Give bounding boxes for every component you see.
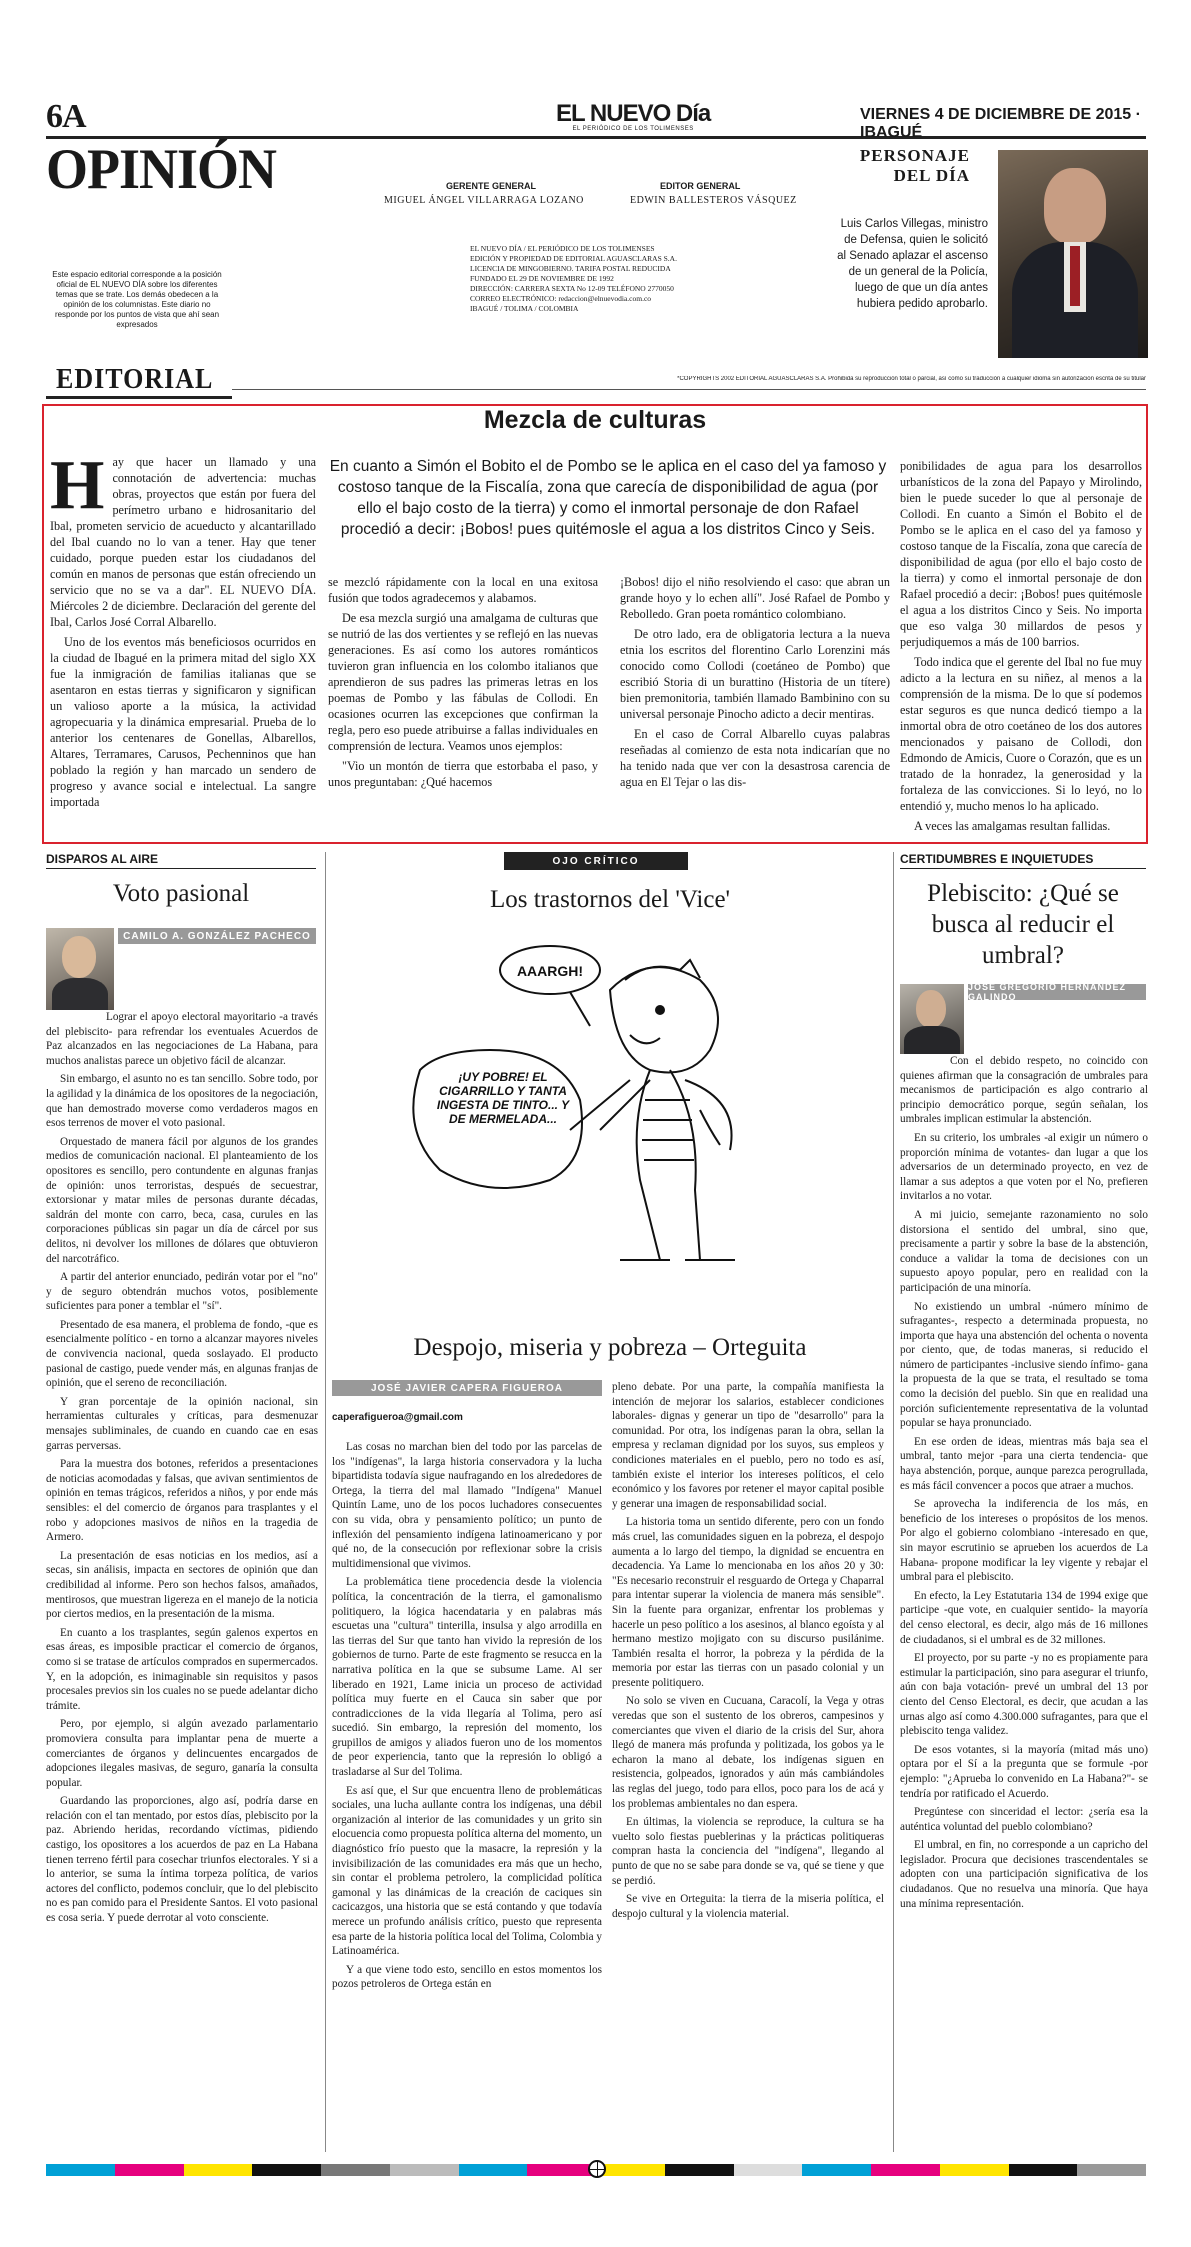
- center-section-label: OJO CRÍTICO: [504, 852, 688, 870]
- right-article-title: Plebiscito: ¿Qué se busca al reducir el umbral?: [927, 880, 1119, 969]
- editorial-col-3: ¡Bobos! dijo el niño resolviendo el caso: que abran un grande hoyo y lo echen allí". José Rafael de Pombo y Rebolledo. Gran poeta romántico colombiano. De otro lado, era de obligatoria lectura a la nueva etnia los escritos del florentino Carlo Lorenzini más conocido como Collodi (coetáneo de Pombo) que escribió Storia di un burattino (Historia de un títere) bien premonitoria, también llamado Bambinino con su universal personaje Pinocho adicto a decir mentiras. En el caso de Corral Albarello cuyas palabras reseñadas al comienzo de esta nota indicarían que no ha tenido nada que ver con la desastrosa carencia de agua en El Tejar o las dis-: [620, 575, 890, 789]
- registration-mark-icon: [588, 2160, 606, 2178]
- copyright-note: *COPYRIGHTS 2002 EDITORIAL AGUASCLARAS S.A. Prohibida su reproducción total o parcial, así como su traducción a cualquier idioma sin autorización escrita de su titular: [677, 376, 1146, 382]
- editorial-title: Mezcla de culturas: [483, 406, 707, 434]
- right-author-strip: JOSÉ GREGORIO HERNÁNDEZ GALINDO: [968, 984, 1146, 1000]
- editor-label: EDITOR GENERAL: [660, 181, 741, 191]
- left-article-body: Lograr el apoyo electoral mayoritario -a través del plebiscito- para refrendar los eventuales Acuerdos de Paz alcanzados en las negociaciones de La Habana, para muchos analistas parece un objetivo fácil de alcanzar. Sin embargo, el asunto no es tan sencillo. Sobre todo, por la agilidad y la dinámica de los opositores de la negociación, que han demostrado moverse como verdaderos magos en esos terrenos de mover el voto pasional. Orquestado de manera fácil por algunos de los grandes medios de comunicación nacional. El planteamiento de los opositores es sencillo, pero contundente en algunas franjas de opinión: unos terroristas, después de secuestrar, extorsionar y matar miles de personas durante décadas, saldrán del monte con carro, beca, casa, curules en las corporaciones públicas sin pagar un día de cárcel por sus delitos, ni devolver los millones de dólares que obtuvieron del narcotráfico. A partir del anterior enunciado, pedirán votar por el "no" y de seguro obtendrán muchos votos, posiblemente suficientes para poner a temblar el "sí". Presentado de esa manera, el problema de fondo, -que es esencialmente político - en torno a alcanzar mayores niveles de convivencia nacional, queda soslayado. El producto pasional de castigo, puede vender más, en algunas franjas de opinión, que el sereno de reconciliación. Y gran porcentaje de la opinión nacional, sin herramientas culturales y críticas, para desmenuzar mensajes subliminales, de cuando en cuando cae en esas garras perversas. Para la muestra dos botones, referidos a presentaciones de noticias acomodadas y falsas, que avivan sentimientos de opinión en temas trágicos, referidos a niños, y por ende más sensibles: el del comercio de órganos para trasplantes y el robo y adopciones masivos de niños en la tragedia de Armero. La presentación de esas noticias en los medios, así a secas, sin análisis, impacta en sectores de opinión que dan credibilidad al informe. Pero son hechos falsos, amañados, mentirosos, que muestran ligereza en el manejo de la noticia por ciertos medios, en la presentación de la misma. En cuanto a los trasplantes, según galenos expertos en esas áreas, es imposible practicar el comercio de órganos, como si se tratase de artículos comprados en supermercados. Y, en la adopción, es inimaginable sin requisitos y pasos procesales previos sin los cuales no se puede adelantar dicho trámite. Pero, por ejemplo, si algún avezado parlamentario promoviera consulta para implantar pena de muerte a comerciantes de órganos y delincuentes encargados de adopciones ilegales masivas, de seguro, ganaría la consulta popular. Guardando las proporciones, algo así, podría darse en relación con el tan mentado, por estos días, plebiscito por la paz. Abriendo heridas, recordando víctimas, pidiendo castigo, los opositores a los acuerdos de paz en La Habana tienen terreno fértil para cosechar triunfos electorales. Y si a lo anterior, se suma la íntima torpeza política, de varios actores del conflicto, podemos concluir, que lo del plebiscito no es pan comido para el Presidente Santos. El voto pasional es cosa seria. Y puede derrotar al voto consciente.: [46, 1011, 318, 1925]
- divider-left: [325, 852, 326, 2152]
- personaje-title: PERSONAJE DEL DÍA: [859, 146, 970, 185]
- center-author-email: caperafigueroa@gmail.com: [332, 1412, 463, 1423]
- left-author-photo: [46, 928, 114, 1010]
- right-section-label: CERTIDUMBRES E INQUIETUDES: [900, 852, 1094, 866]
- editorial-col-2: se mezcló rápidamente con la local en una exitosa fusión que todos agradecemos y alabamos. De esa mezcla surgió una amalgama de culturas que se nutrió de las dos vertientes y se reflejó en las nuevas generaciones. Es así como los autores románticos tuvieron gran influencia en los colombo italianos que aprendieron de sus padres las primeras letras en los poemas de Pombo y las fábulas de Collodi. En ocasiones ocurren las excepciones que confirman la regla, pero eso puede atribuirse a fallas individuales en comprensión de lectura. Veamos unos ejemplos: "Vio un montón de tierra que estorbaba el paso, y unos preguntaban: ¿Qué hacemos: [328, 575, 598, 789]
- editorial-disclaimer: Este espacio editorial corresponde a la posición oficial de EL NUEVO DÍA sobre los diferentes temas que se trate. Los demás obedecen a la opinión de los columnistas. Este diario no responde por los puntos de vista que ahí sean expresados: [52, 270, 222, 329]
- cartoon-illustration: [400, 930, 780, 1270]
- cartoon-title: Los trastornos del 'Vice': [489, 886, 731, 913]
- cartoon-bubble-top: AAARGH!: [516, 963, 584, 979]
- header-bottom-rule: [232, 389, 1146, 390]
- left-article-title: Voto pasional: [112, 880, 250, 907]
- right-author-photo: [900, 984, 964, 1054]
- left-section-rule: [46, 868, 316, 869]
- right-section-rule: [900, 868, 1146, 869]
- section-title: OPINIÓN: [46, 137, 277, 201]
- center-article-title: Despojo, miseria y pobreza – Orteguita: [413, 1334, 807, 1361]
- right-article-body: Con el debido respeto, no coincido con quienes afirman que la consagración de umbrales para mecanismos de participación es algo contrario al principio democrático porque, según señalan, los umbrales implican estimular la abstención. En su criterio, los umbrales -al exigir un número o proporción mínima de votantes- dan lugar a que los adversarios de un determinado proyecto, en vez de llamar a sus adeptos a que voten por el No, prefieren invitarlos a no votar. A mi juicio, semejante razonamiento no solo distorsiona el sentido del umbral, sino que, precisamente a partir y sobre la base de la abstención, conduce a validar la toma de decisiones con un supuesto apoyo popular, pero en realidad con la participación de una minoría. No existiendo un umbral -número mínimo de sufragantes-, respecto a determinada propuesta, no importa que haya una abstención del ochenta o noventa por ciento, que, de todas maneras, si reducido el número de participantes -inclusive siendo ínfimo- gana la propuesta de la que se trata, el resultado se toma como la decisión del pueblo. Sin que en realidad una porción suficientemente representativa de la voluntad popular se haya pronunciado. En ese orden de ideas, mientras más baja sea el umbral, tanto mejor -para una cierta tendencia- que haya abstención, porque, aunque parezca perogrullada, es más fácil convencer a pocos que atraer a muchos. Se aprovecha la indiferencia de los más, en beneficio de los intereses o propósitos de los menos. Por algo el gobierno colombiano -interesado en que, sin mayor escrutinio se aprueben los acuerdos de La Habana- propone modificar la ley vigente y rebajar el umbral para el plebiscito. En efecto, la Ley Estatutaria 134 de 1994 exige que participe -que vote, en cualquier sentido- la mayoría del censo electoral, es decir, algo más de 16 millones de ciudadanos, si el umbral es de 32 millones. El proyecto, por su parte -y no es propiamente para estimular la participación, sino para asegurar el triunfo, aún con baja votación- prevé un umbral del 13 por ciento del Censo Electoral, es decir, que acudan a las urnas algo así como 4.300.000 sufragantes, para que el plebiscito tenga validez. De esos votantes, si la mayoría (mitad más uno) optara por el Sí a la pregunta que se formule -por ejemplo: "¿Aprueba lo convenido en La Habana?"- se tendría por ratificado el Acuerdo. Pregúntese con sinceridad el lector: ¿sería esa la auténtica voluntad del pueblo colombiano? El umbral, en fin, no corresponde a un capricho del legislador. Procura que decisiones trascendentales se adopten con una participación significativa de los ciudadanos. Que no resuelva una minoría. Que haya una mínima representación.: [900, 1055, 1148, 1910]
- editorial-label-rule: [46, 396, 232, 399]
- center-article-col-1: Las cosas no marchan bien del todo por las parcelas de los "indígenas", la larga historia conservadora y la lucha bipartidista todavía sigue naufragando en los alrededores de Ortega, la tierra del mal llamado "Indígena" Manuel Quintín Lame, uno de los pocos luchadores consecuentes con su vida, obra y pensamiento político; un punto de inflexión del pensamiento indígena latinoamericano y por qué no, de la consecución por reflexionar sobre la crisis multidimensional que vivimos. La problemática tiene procedencia desde la violencia política, la concentración de la tierra, el gamonalismo politiquero, la lógica hacendataria y en palabras más escuetas una "cultura" tinterilla, insulsa y algo arrodilla en las tierras del Sur que tanto han vivido la represión de los gobiernos de turno. Parte de este fragmento se resucca en la narrativa política en la que se subsume Lame. Al ser liberado en 1921, Lame inicia un proceso de actividad política muy fuerte en el Cauca sin saber que por contradicciones de la vida llegaría al Tolima, pero así sucedió. Sin embargo, la represión del momento, los grupillos de amigos y aliados fueron uno de los momentos de peor experiencia, tanto que la represión lo obligó a trasladarse al Sur del Tolima. Es así que, el Sur que encuentra lleno de problemáticas sociales, una lucha aullante contra los indígenas, una débil organización al interior de las comunidades y un grito sin elocuencia como propuesta política alterna del momento, un diagnóstico frío puesto que la masacre, la represión y la invisibilización de las comunidades era más que un hecho, sin contar el problema petrolero, la complicidad política gamonal y las dinámicas de la creación de caciques sin cacicazgos, una historia que se está contando y que todavía merece un profundo análisis crítico, puesto que representa esa parte de la historia política local del Tolima, Colombia y Latinoamérica. Y a que viene todo esto, sencillo en estos momentos los pozos petroleros de Ortega están en: [332, 1441, 602, 1991]
- left-author-strip: CAMILO A. GONZÁLEZ PACHECO: [118, 928, 316, 944]
- editorial-col-4: ponibilidades de agua para los desarrollos urbanísticos de la zona del Papayo y Mirolindo, bien le puede suceder lo que al personaje de Collodi. En cuanto a Simón el Bobito el de Pombo se le aplica en el caso del ya famoso y costoso tanque de la Fiscalía, zona que carecía de disponibilidad de agua (por ello el bajo costo de la tierra) y como el inmortal personaje de don Rafael procedió a decir: ¡Bobos! pues quitémosle el agua a los distritos Cinco y Seis. No importa que eso valga 30 millardos de pesos y perjudiquemos a más de 100 barrios. Todo indica que el gerente del Ibal no fue muy adicto a la lectura en su niñez, al menos a la comprensión de la misma. De lo que sí podemos estar seguros es que nunca dedicó tiempo a la inmortal obra de otro coetáneo de los dos autores mencionados y paisano de Collodi, don Edmondo de Amicis, Cuore o Corazón, que es un tratado de la honradez, la generosidad y la fortaleza de las convicciones. Si lo leyó, no lo entendió y, mucho menos lo ha aplicado. A veces las amalgamas resultan fallidas.: [900, 459, 1142, 833]
- gm-label: GERENTE GENERAL: [446, 181, 537, 191]
- personaje-photo: [998, 150, 1148, 358]
- masthead-info: EL NUEVO DÍA / EL PERIÓDICO DE LOS TOLIMENSES EDICIÓN Y PROPIEDAD DE EDITORIAL AGUASCLARAS S.A. LICENCIA DE MINGOBIERNO. TARIFA POSTAL REDUCIDA FUNDADO EL 29 DE NOVIEMBRE DE 1992 DIRECCIÓN: CARRERA SEXTA No 12-09 TELÉFONO 2770050 CORREO ELECTRÓNICO: redaccion@elnuevodia.com.co IBAGUÉ / TOLIMA / COLOMBIA: [470, 244, 677, 313]
- editorial-label: EDITORIAL: [56, 362, 214, 395]
- personaje-text: Luis Carlos Villegas, ministro de Defensa, quien le solicitó al Senado aplazar el ascenso de un general de la Policía, luego de que un día antes hubiera pedido aprobarlo.: [837, 218, 988, 310]
- editor-name: EDWIN BALLESTEROS VÁSQUEZ: [630, 195, 797, 206]
- editorial-col-1: H ay que hacer un llamado y una connotación de advertencia: muchas obras, proyectos que están por fuera del perímetro urbano e hidrosanitario del Ibal, prometen servicio de acueducto y alcantarillado del Ibal cuando no lo van a tener. Hay que tener cuidado, porque pueden estar los ciudadanos del común en manos de personas que están ofreciendo un servicio que no se va a dar". EL NUEVO DÍA. Miércoles 2 de diciembre. Declaración del gerente del Ibal, Carlos José Corral Albarello. Uno de los eventos más beneficiosos ocurridos en la ciudad de Ibagué en la primera mitad del siglo XX fue la inmigración de familias italianas que se asentaron en estas tierras y significaron y significan un valioso aporte a la música, la actividad agropecuaria y la dinámica empresarial. Prueba de lo anterior los centenares de Gonellas, Albarellos, Altares, Terramares, Carusos, Pechenninos que han poblado la región y han marcado un sendero de progreso y avance social e intelectual. La sangre importada: [50, 447, 316, 809]
- page-number: 6A: [46, 98, 86, 135]
- divider-right: [893, 852, 894, 2152]
- newspaper-logo: EL NUEVO Día EL PERIÓDICO DE LOS TOLIMENSES: [556, 100, 711, 132]
- editorial-pullquote: En cuanto a Simón el Bobito el de Pombo se le aplica en el caso del ya famoso y costoso tanque de la Fiscalía, zona que carecía de disponibilidad de agua (por ello el bajo costo de la tierra) y como el inmortal personaje de don Rafael procedió a decir: ¡Bobos! pues quitémosle el agua a los distritos Cinco y Seis.: [329, 458, 887, 538]
- cartoon-bubble-main: ¡UY POBRE! EL CIGARRILLO Y TANTA INGESTA DE TINTO... Y DE MERMELADA...: [436, 1070, 570, 1126]
- center-article-col-2: pleno debate. Por una parte, la compañía manifiesta la intención de mejorar los salarios, establecer condiciones laborales- dignas y generar un tipo de "desarrollo" para la comunidad. Por otra, los indígenas paran la obra, sellan la empresa y reclaman dignidad por los suyos, sus empleos y condiciones materiales en el pueblo, pero no todo es así, también existe el interior los intereses políticos, el celo económico y los favores por retener el mayor capital posible y generar una imagen de responsabilidad social. La historia toma un sentido diferente, pero con un fondo más cruel, las comunidades siguen en la pobreza, el despojo aumenta a lo largo del tiempo, la dignidad se encuentra en decadencia. Ya Lame lo mencionaba en los años 20 y 30: "Es necesario reconstruir el resguardo de Ortega y Chaparral para intentar superar la violencia de manera más sensible". Sin la fuente para organizar, enfrentar los problemas y hacerle un peso político a los asesinos, al blanco egoísta y al hermano mestizo mojigato con su discurso pusilánime. También resalta el horror, la pobreza y la pérdida de la memoria por estar las tierras con un pasado colonial y un presente politiquero. No solo se viven en Cucuana, Caracolí, la Vega y otras veredas que son el sustento de los obreros, campesinos y comerciantes que viven el diario de la crisis del Sur, ahora llegó de manera más profunda y politizada, los gobos ya le echaron la mano al debate, los indígenas siguen en resistencia, golpeados, ignorados y aún más cambiándoles las reglas del juego, todo para ellos, poco para los de acá y los problemas ambientales no dan espera. En últimas, la violencia se reproduce, la cultura se ha vuelto solo fiestas pueblerinas y la prácticas politiqueras compran hasta la conciencia del "indígena", llegando al punto de que no se sabe para donde se va, qué se tiene y que se perdió. Se vive en Orteguita: la tierra de la miseria política, el despojo cultural y la violencia material.: [612, 1381, 884, 1920]
- center-author-strip: JOSÉ JAVIER CAPERA FIGUEROA: [332, 1380, 602, 1396]
- editorial-dropcap: H: [50, 447, 105, 524]
- issue-date: VIERNES 4 DE DICIEMBRE DE 2015 · IBAGUÉ: [860, 106, 1141, 141]
- gm-name: MIGUEL ÁNGEL VILLARRAGA LOZANO: [384, 195, 584, 206]
- left-section-label: DISPAROS AL AIRE: [46, 852, 159, 866]
